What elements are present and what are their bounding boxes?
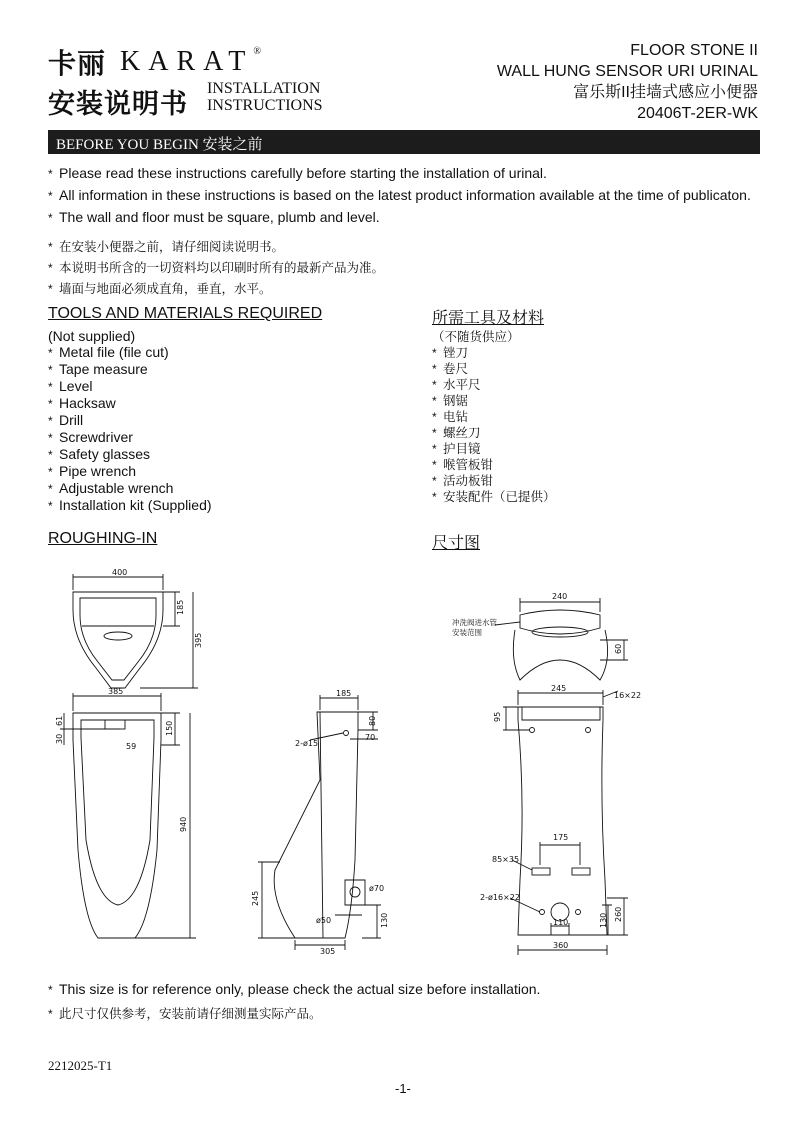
dim-305: 305 — [320, 947, 336, 956]
bullet: * — [48, 189, 53, 203]
tool-text: 活动板钳 — [443, 474, 494, 488]
bullet: * — [48, 240, 53, 254]
dim-260: 260 — [614, 906, 623, 922]
dim-59: 59 — [126, 742, 137, 751]
dim-940: 940 — [179, 816, 188, 832]
note-text: The wall and floor must be square, plumb and level. — [59, 209, 380, 225]
bullet: * — [48, 431, 53, 445]
bullet: * — [432, 474, 437, 488]
tool-text: Adjustable wrench — [59, 480, 174, 496]
bullet: * — [48, 414, 53, 428]
tool-text: 电钻 — [443, 410, 469, 424]
dim-30: 30 — [55, 733, 64, 744]
bullet: * — [48, 346, 53, 360]
reference-text: This size is for reference only, please check the actual size before installation. — [59, 981, 541, 997]
tool-text: 水平尺 — [443, 378, 481, 392]
install-line-2: INSTRUCTIONS — [207, 97, 323, 114]
dim-95: 95 — [493, 711, 502, 722]
bullet: * — [48, 167, 53, 181]
bullet: * — [432, 378, 437, 392]
bullet: * — [48, 211, 53, 225]
tool-text: 螺丝刀 — [443, 426, 481, 440]
tool-text: 锉刀 — [443, 346, 469, 360]
bullet: * — [48, 1007, 53, 1021]
product-line-4: 20406T-2ER-WK — [637, 105, 758, 122]
bullet: * — [48, 261, 53, 275]
dim-80: 80 — [368, 715, 377, 726]
dim-d70: ø70 — [369, 884, 385, 893]
tool-text: 护目镜 — [443, 442, 481, 456]
urinal-side-view — [258, 695, 381, 950]
urinal-rear-view — [503, 690, 628, 955]
dim-185-side: 185 — [336, 689, 352, 698]
logo-en-text: KARAT — [120, 46, 254, 77]
dim-130-rear: 130 — [599, 912, 608, 928]
product-line-3: 富乐斯II挂墙式感应小便器 — [573, 84, 758, 101]
dim-400: 400 — [112, 568, 128, 577]
dim-240: 240 — [552, 592, 568, 601]
tools-title-cn: 所需工具及材料 — [432, 310, 545, 327]
tool-text: Metal file (file cut) — [59, 344, 169, 360]
urinal-front-view — [60, 693, 196, 938]
tool-text: Safety glasses — [59, 446, 151, 462]
dim-360: 360 — [553, 941, 569, 950]
bullet: * — [48, 282, 53, 296]
roughing-title-cn: 尺寸图 — [432, 535, 481, 552]
bullet: * — [432, 442, 437, 456]
tool-text: Drill — [59, 412, 84, 428]
dim-110: 110 — [553, 918, 569, 927]
dim-70: 70 — [365, 733, 376, 742]
not-supplied-cn: （不随货供应） — [432, 330, 520, 344]
tool-text: Pipe wrench — [59, 463, 137, 479]
tool-text: 喉管板钳 — [443, 458, 494, 472]
note-text: Please read these instructions carefully before starting the installation of urinal. — [59, 165, 547, 181]
water-inlet-note-1: 冲洗阀进水管 — [452, 618, 497, 627]
bullet: * — [48, 983, 53, 997]
tool-text: Hacksaw — [59, 395, 116, 411]
urinal-top-view — [73, 574, 198, 688]
bullet: * — [432, 346, 437, 360]
tool-text: Installation kit (Supplied) — [59, 497, 212, 513]
dim-245: 245 — [251, 890, 260, 906]
dim-d50: ø50 — [316, 916, 332, 925]
document-code: 2212025-T1 — [48, 1058, 113, 1073]
reference-text: 此尺寸仅供参考，安装前请仔细测量实际产品。 — [59, 1007, 322, 1021]
dim-245-rear: 245 — [551, 684, 567, 693]
dim-61: 61 — [55, 715, 64, 726]
page-number: -1- — [395, 1081, 411, 1096]
bullet: * — [432, 426, 437, 440]
water-inlet-note-2: 安装范围 — [452, 628, 482, 637]
bullet: * — [48, 448, 53, 462]
install-line-1: INSTALLATION — [207, 80, 321, 97]
note-text: 在安装小便器之前，请仔细阅读说明书。 — [59, 240, 285, 254]
tool-text: 钢锯 — [443, 394, 469, 408]
tool-text: Level — [59, 378, 93, 394]
dim-2-d15: 2-ø15 — [295, 739, 319, 748]
not-supplied-en: (Not supplied) — [48, 328, 136, 344]
reference-note-cn — [48, 1004, 322, 1022]
roughing-title-en: ROUGHING-IN — [48, 530, 158, 547]
bullet: * — [432, 362, 437, 376]
bullet: * — [48, 465, 53, 479]
dim-16x22: 16×22 — [614, 691, 642, 700]
dim-85x35: 85×35 — [492, 855, 520, 864]
dim-150: 150 — [165, 720, 174, 736]
urinal-rear-top-view — [495, 598, 628, 680]
bullet: * — [48, 499, 53, 513]
logo-cn: 卡丽 — [48, 47, 107, 80]
dim-130: 130 — [380, 912, 389, 928]
tool-text: 安装配件（已提供） — [443, 490, 556, 504]
tool-text: 卷尺 — [443, 362, 469, 376]
dim-395: 395 — [194, 632, 203, 648]
tool-text: Screwdriver — [59, 429, 133, 445]
bullet: * — [48, 482, 53, 496]
note-text: All information in these instructions is based on the latest product information available at the time of publicaton. — [59, 187, 751, 203]
dim-175: 175 — [553, 833, 569, 842]
dim-385: 385 — [108, 687, 124, 696]
reference-note-en — [48, 981, 540, 997]
banner-label: BEFORE YOU BEGIN 安装之前 — [56, 137, 263, 153]
product-line-2: WALL HUNG SENSOR URI URINAL — [496, 63, 758, 80]
tool-text: Tape measure — [59, 361, 148, 377]
dim-185: 185 — [176, 599, 185, 615]
bullet: * — [432, 458, 437, 472]
dim-2-16x22: 2-ø16×22 — [480, 893, 520, 902]
registered-mark: ® — [253, 46, 261, 57]
bullet: * — [48, 363, 53, 377]
note-text: 墙面与地面必须成直角，垂直，水平。 — [59, 282, 272, 296]
bullet: * — [432, 490, 437, 504]
tools-title-en: TOOLS AND MATERIALS REQUIRED — [48, 305, 323, 322]
bullet: * — [432, 394, 437, 408]
bullet: * — [432, 410, 437, 424]
bullet: * — [48, 397, 53, 411]
manual-title-cn: 安装说明书 — [48, 89, 188, 120]
note-text: 本说明书所含的一切资料均以印刷时所有的最新产品为准。 — [59, 261, 385, 275]
bullet: * — [48, 380, 53, 394]
product-line-1: FLOOR STONE II — [630, 42, 758, 59]
dim-60: 60 — [614, 643, 623, 654]
